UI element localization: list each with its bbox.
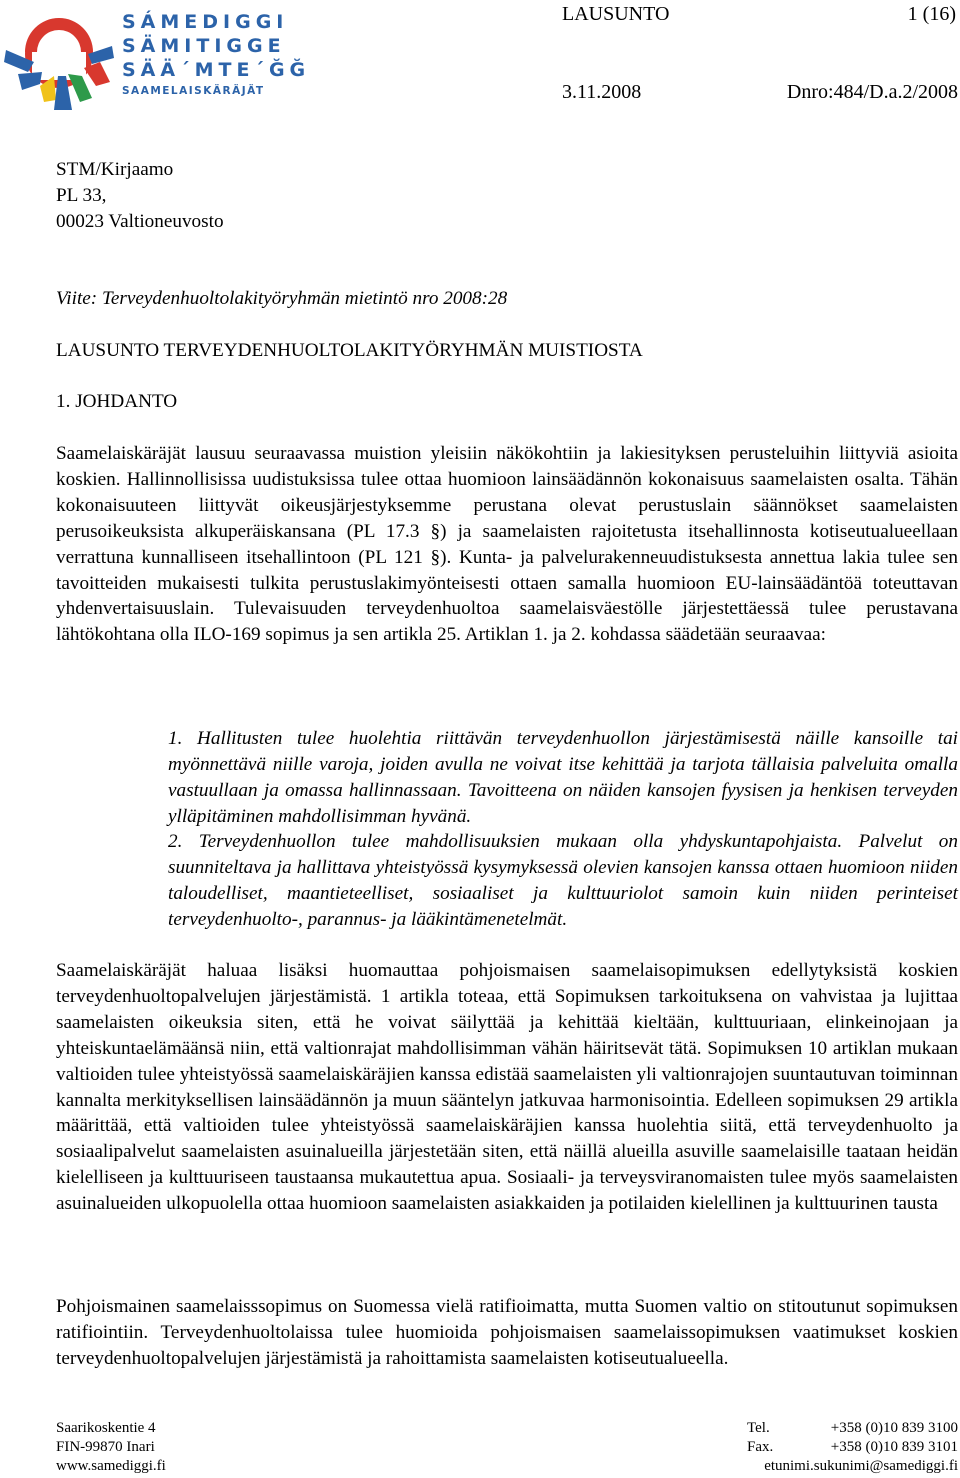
logo-line-3: SÄÄ´MTE´ĞĞ <box>122 59 311 81</box>
footer-website-link[interactable]: www.samediggi.fi <box>56 1458 166 1474</box>
document-type: LAUSUNTO <box>562 3 670 25</box>
footer-tel: +358 (0)10 839 3100 <box>830 1420 958 1436</box>
footer-tel-label: Tel. <box>747 1420 770 1436</box>
footer-address-street: Saarikoskentie 4 <box>56 1420 156 1436</box>
samediggi-logo <box>4 2 311 114</box>
quote-item-1: 1. Hallitusten tulee huolehtia riittävän terveydenhuollon järjestämisestä näille kansoille tai myönnettävä niille varoja, joiden avulla ne voivat itse kehittää ja tarjota tällaisia palveluita omalla vastuullaan ja omassa hallinnassaan. Tavoitteena on näiden kansojen fyysisen ja henkisen terveyden ylläpitäminen mahdollisimman hyvänä. <box>168 728 958 827</box>
paragraph-2: Saamelaiskäräjät haluaa lisäksi huomauttaa pohjoismaisen saamelaisopimuksen edellytyksistä koskien terveydenhuoltopalvelujen järjestämistä. 1 artikla toteaa, että Sopimuksen tarkoituksena on vahvistaa ja lujittaa saamelaisten oikeuksia siten, että he voivat säilyttää ja kehittää kieltään, kulttuuriaan, elinkeinojaan ja yhteiskuntaelämäänsä niin, että valtionrajat mahdollisimman vähän häiritsevät tätä. Sopimuksen 10 artiklan mukaan valtioiden tulee yhteistyössä saamelaiskäräjien kanssa edistää saamelaisten yli valtionrajojen suuntautuvan toiminnan kannalta merkityksellisen lainsäädännön ja muun sääntelyn jatkuvaa harmonisointia. Edelleen sopimuksen 29 artikla määrittää, että valtioiden tulee yhteistyössä saamelaiskäräjien kanssa huolehtia siitä, että terveydenhuolto ja sosiaalipalvelut saamelaisten asuinalueilla järjestetään siten, että näillä alueilla asuville saamelaisille taataan heidän kielelliseen ja kulttuuriseen taustaansa mukautettua apua. Sosiaali- ja terveysviranomaisten tulee myös saamelaisten asuinalueiden ulkopuolella ottaa huomioon saamelaisten asiakkaiden ja potilaiden kielellinen ja kulttuurinen tausta <box>56 960 958 1215</box>
document-date: 3.11.2008 <box>562 81 642 103</box>
logo-subtitle: SAAMELAISKÄRÄJÄT <box>122 85 265 97</box>
quote-item-2: 2. Terveydenhuollon tulee mahdollisuuksien mukaan olla yhdyskuntapohjaista. Palvelut on suunniteltava ja hallittava yhteistyössä kysymyksessä olevien kansojen kanssa ottaen huomioon niiden taloudelliset, maantieteelliset, sosiaaliset ja kulttuuriolot samoin kuin niiden perinteiset terveydenhuolto-, parannus- ja lääkintämenetelmät. <box>168 831 958 930</box>
document-title: LAUSUNTO TERVEYDENHUOLTOLAKITYÖRYHMÄN MUISTIOSTA <box>56 340 643 361</box>
recipient-line-2: PL 33, <box>56 185 107 206</box>
logo-line-2: SÄMITIGGE <box>122 35 286 57</box>
paragraph-1: Saamelaiskäräjät lausuu seuraavassa muistion yleisiin näkökohtiin ja lakiesityksen perusteluihin liittyviä asioita koskien. Hallinnollisissa uudistuksissa tulee ottaa huomioon lainsäädännön kokonaisuus saamelaisten osalta. Tähän kokonaisuuteen liittyvät oikeusjärjestyksemme perustana olevat perustuslain säännökset saamelaisten perusoikeuksista alkuperäiskansana (PL 17.3 §) ja saamelaisten rajoitetusta itsehallinnosta kotiseutualueellaan verrattuna kunnalliseen itsehallintoon (PL 121 §). Kunta- ja palvelurakenneuudistuksesta annettua lakia tulee sen tavoitteiden mukaisesti tulkita perustuslakimyönteisesti ottaen samalla huomioon EU-lainsäädäntöä toteuttavan yhdenvertaisuuslain. Tulevaisuuden terveydenhuoltoa saamelaisväestölle järjestettäessä tulee perustavana lähtökohtana olla ILO-169 sopimus ja sen artikla 25. Artiklan 1. ja 2. kohdassa säädetään seuraavaa: <box>56 443 958 646</box>
footer-fax: +358 (0)10 839 3101 <box>830 1439 958 1455</box>
logo-line-1: SÁMEDIGGI <box>122 11 289 33</box>
footer-email-link[interactable]: etunimi.sukunimi@samediggi.fi <box>764 1458 958 1474</box>
document-dnro: Dnro:484/D.a.2/2008 <box>786 81 958 103</box>
page-number: 1 (16) <box>907 3 956 25</box>
footer-address-city: FIN-99870 Inari <box>56 1439 155 1455</box>
paragraph-3: Pohjoismainen saamelaisssopimus on Suomessa vielä ratifioimatta, mutta Suomen valtio on stitoutunut sopimuksen ratifiointiin. Terveydenhuoltolaissa tulee huomioida pohjoismaisen saamelaissopimuksen vaatimukset koskien terveydenhuoltopalvelujen järjestämistä ja rahoittamista saamelaisten kotiseutualueella. <box>56 1296 958 1369</box>
recipient-line-3: 00023 Valtioneuvosto <box>56 211 224 232</box>
section-heading: 1. JOHDANTO <box>56 391 178 412</box>
recipient-line-1: STM/Kirjaamo <box>56 159 174 180</box>
footer-fax-label: Fax. <box>747 1439 774 1455</box>
reference-line: Viite: Terveydenhuoltolakityöryhmän mietintö nro 2008:28 <box>56 288 508 309</box>
logo-wordmark <box>122 10 310 98</box>
samediggi-emblem-icon <box>4 2 114 114</box>
